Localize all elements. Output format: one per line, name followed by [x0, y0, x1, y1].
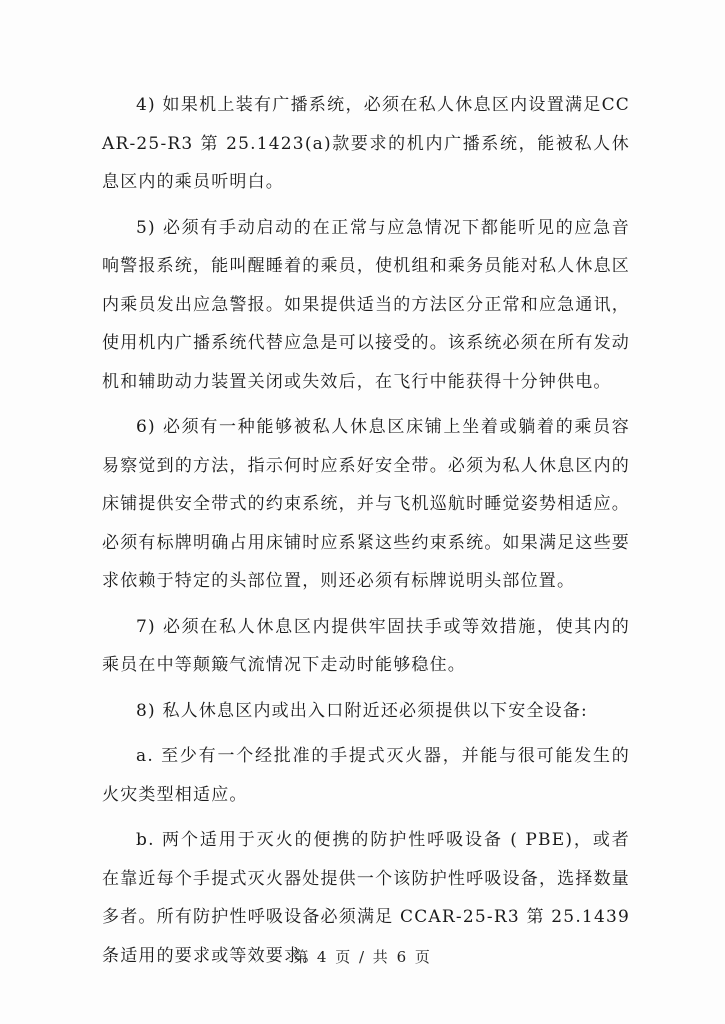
page-number-footer: 第 4 页 / 共 6 页	[293, 948, 432, 966]
paragraph-item-5: 5) 必须有手动启动的在正常与应急情况下都能听见的应急音响警报系统，能叫醒睡着的乘员，使机组和乘务员能对私人休息区内乘员发出应急警报。如果提供适当的方法区分正常和应急通讯，使用机内广播系统代替应急是可以接受的。该系统必须在所有发动机和辅助动力装置关闭或失效后，在飞行中能获得十分钟供电。	[102, 217, 630, 392]
paragraph-item-8: 8) 私人休息区内或出入口附近还必须提供以下安全设备:	[136, 700, 588, 721]
paragraph-item-6: 6) 必须有一种能够被私人休息区床铺上坐着或躺着的乘员容易察觉到的方法，指示何时应系好安全带。必须为私人休息区内的床铺提供安全带式的约束系统，并与飞机巡航时睡觉姿势相适应。必须有标牌明确占用床铺时应系紧这些约束系统。如果满足这些要求依赖于特定的头部位置，则还必须有标牌说明头部位置。	[102, 417, 630, 591]
paragraph-item-7: 7) 必须在私人休息区内提供牢固扶手或等效措施，使其内的乘员在中等颠簸气流情况下走动时能够稳住。	[102, 616, 630, 675]
paragraph-item-8a: a. 至少有一个经批准的手提式灭火器，并能与很可能发生的火灾类型相适应。	[102, 746, 630, 805]
paragraph-item-4: 4) 如果机上装有广播系统，必须在私人休息区内设置满足CCAR-25-R3 第 25.1423(a)款要求的机内广播系统，能被私人休息区内的乘员听明白。	[102, 95, 630, 192]
document-body	[102, 86, 630, 982]
paragraph-item-8b: b. 两个适用于灭火的便携的防护性呼吸设备 ( PBE)，或者在靠近每个手提式灭火器处提供一个该防护性呼吸设备，选择数量多者。所有防护性呼吸设备必须满足 CCAR-25-R3 第 25.1439 条适用的要求或等效要求。	[102, 830, 630, 966]
